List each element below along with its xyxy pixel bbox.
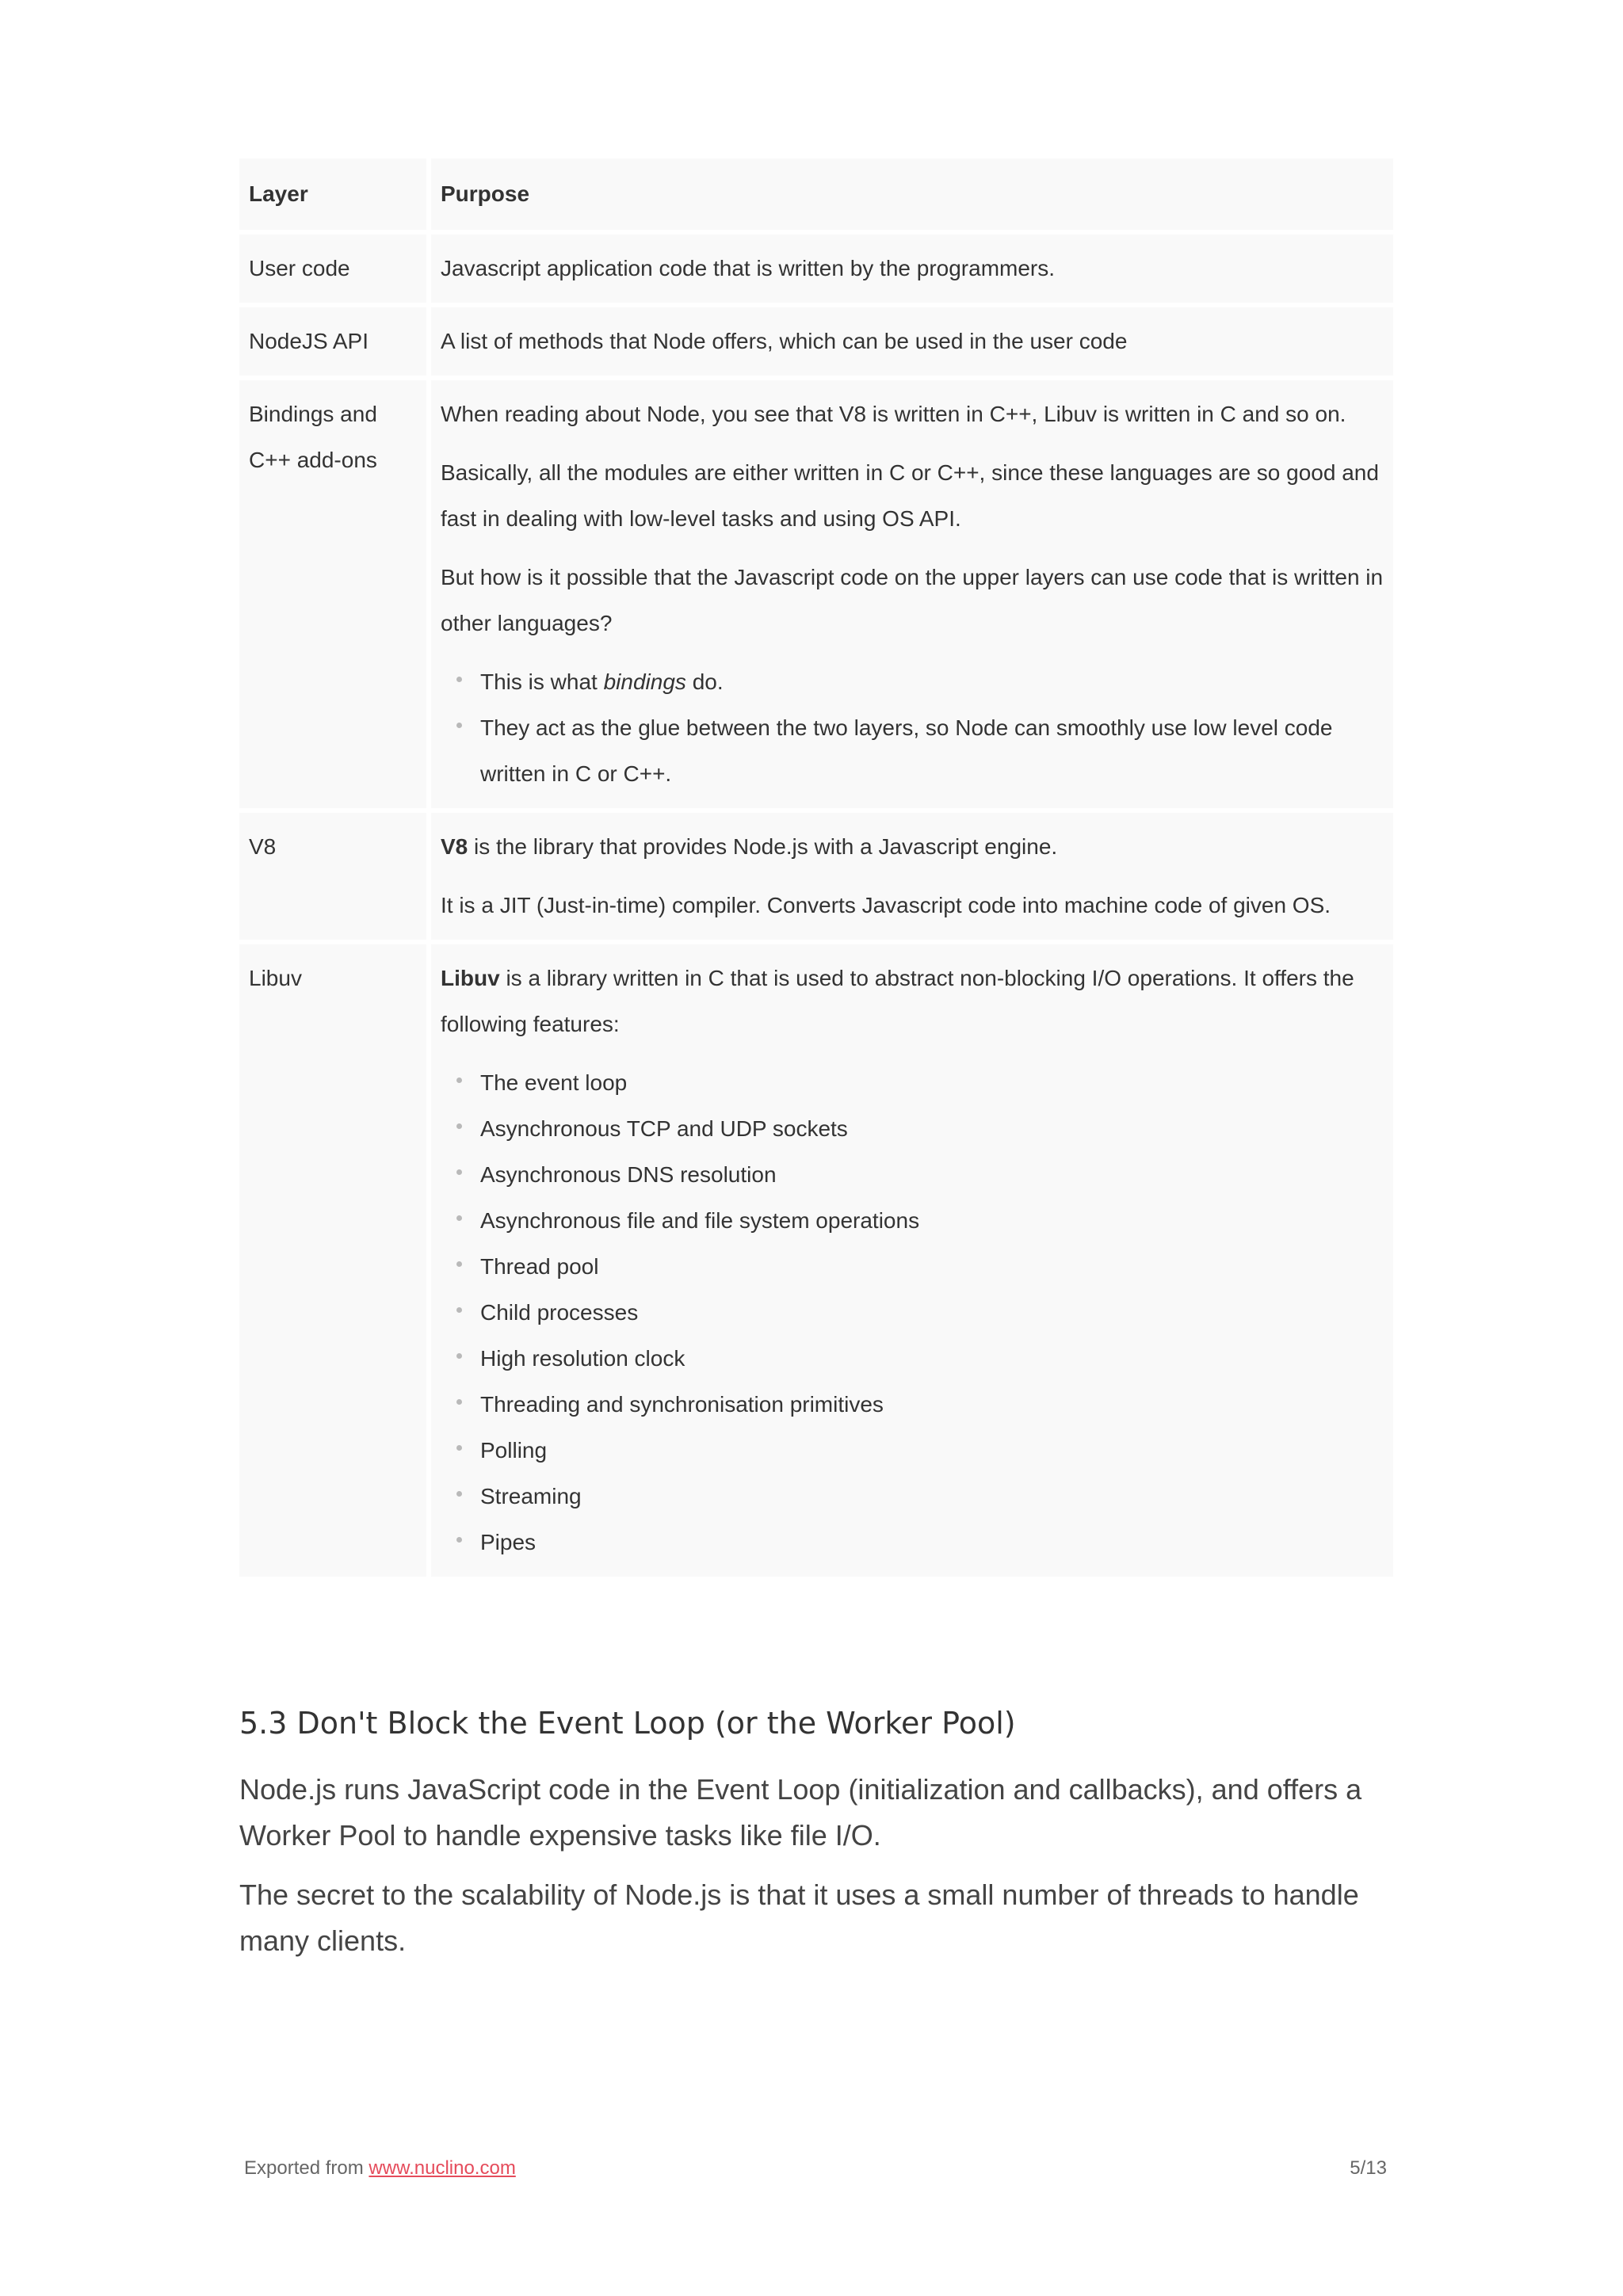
list-item: Polling — [480, 1428, 1384, 1474]
purpose-cell — [426, 808, 1393, 940]
purpose-cell — [426, 376, 1393, 808]
bullet-icon — [456, 1261, 462, 1267]
header-layer: Layer — [239, 158, 426, 230]
footer-label: Exported from — [244, 2157, 369, 2179]
section-event-loop — [239, 1703, 1412, 1978]
paragraph: It is a JIT (Just-in-time) compiler. Converts Javascript code into machine code of given OS. — [441, 893, 1331, 917]
layer-cell: Libuv — [239, 940, 426, 1577]
layer-cell: User code — [239, 230, 426, 303]
paragraph: The secret to the scalability of Node.js is that it uses a small number of threads to handle many clients. — [239, 1878, 1359, 1957]
bullet-icon — [456, 1537, 462, 1543]
layer-cell: Bindings and C++ add-ons — [239, 376, 426, 808]
emphasis: bindings — [603, 669, 686, 694]
page-footer — [244, 2157, 1387, 2180]
list-item: Asynchronous file and file system operations — [480, 1198, 1384, 1244]
list-item: Child processes — [480, 1290, 1384, 1336]
paragraph: Basically, all the modules are either written in C or C++, since these languages are so good and fast in dealing with low-level tasks and using OS API. — [441, 460, 1379, 531]
paragraph: Node.js runs JavaScript code in the Event Loop (initialization and callbacks), and offers a Worker Pool to handle expensive tasks like file I/O. — [239, 1773, 1362, 1852]
section-heading: 5.3 Don't Block the Event Loop (or the Worker Pool) — [239, 1706, 1016, 1741]
bullet-list — [441, 659, 1384, 797]
table-row — [239, 940, 1393, 1577]
purpose-cell: Javascript application code that is written by the programmers. — [426, 230, 1393, 303]
table-header-row — [239, 158, 1393, 230]
list-item: Thread pool — [480, 1244, 1384, 1290]
bullet-icon — [456, 1169, 462, 1175]
nuclino-link[interactable]: www.nuclino.com — [369, 2157, 516, 2179]
purpose-cell: A list of methods that Node offers, which can be used in the user code — [426, 303, 1393, 376]
layer-cell: V8 — [239, 808, 426, 940]
bullet-icon — [456, 677, 462, 682]
purpose-cell — [426, 940, 1393, 1577]
paragraph: When reading about Node, you see that V8 is written in C++, Libuv is written in C and so on. — [441, 402, 1346, 426]
bullet-icon — [456, 1307, 462, 1313]
bullet-icon — [456, 1215, 462, 1221]
table-row — [239, 230, 1393, 303]
layers-table — [239, 158, 1393, 1577]
paragraph: But how is it possible that the Javascript code on the upper layers can use code that is written in other languages? — [441, 565, 1384, 635]
bullet-icon — [456, 1491, 462, 1497]
table-row — [239, 808, 1393, 940]
layer-cell: NodeJS API — [239, 303, 426, 376]
page-number: 5/13 — [1350, 2157, 1387, 2179]
bullet-icon — [456, 723, 462, 728]
document-body — [239, 158, 1401, 1577]
bullet-icon — [456, 1077, 462, 1083]
paragraph: Libuv is a library written in C that is used to abstract non-blocking I/O operations. It offers the following features: — [441, 966, 1354, 1036]
list-item: High resolution clock — [480, 1336, 1384, 1382]
list-item: Threading and synchronisation primitives — [480, 1382, 1384, 1428]
list-item: This is what bindings do. — [480, 659, 1384, 705]
list-item: The event loop — [480, 1060, 1384, 1106]
list-item: Asynchronous TCP and UDP sockets — [480, 1106, 1384, 1152]
paragraph: V8 is the library that provides Node.js with a Javascript engine. — [441, 834, 1058, 859]
table-row — [239, 303, 1393, 376]
bullet-icon — [456, 1399, 462, 1405]
table-row — [239, 376, 1393, 808]
list-item: Pipes — [480, 1520, 1384, 1566]
list-item: Asynchronous DNS resolution — [480, 1152, 1384, 1198]
bullet-icon — [456, 1445, 462, 1451]
header-purpose: Purpose — [426, 158, 1393, 230]
list-item: Streaming — [480, 1474, 1384, 1520]
list-item: They act as the glue between the two layers, so Node can smoothly use low level code written in C or C++. — [480, 705, 1384, 797]
bullet-icon — [456, 1353, 462, 1359]
features-list — [441, 1060, 1384, 1566]
bullet-icon — [456, 1123, 462, 1129]
